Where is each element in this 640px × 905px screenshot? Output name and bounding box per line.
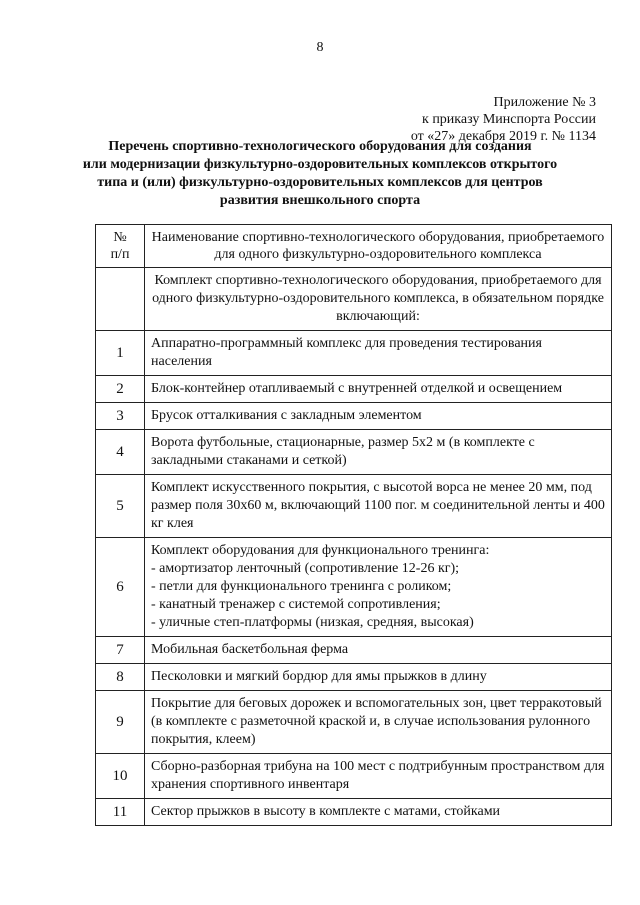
table-header-row <box>96 225 612 268</box>
appendix-line: к приказу Минспорта России <box>422 112 596 127</box>
equipment-table <box>95 224 612 826</box>
row-number: 2 <box>96 376 145 403</box>
table-row <box>96 475 612 538</box>
row-name: Мобильная баскетбольная ферма <box>145 637 612 664</box>
row-name: Сектор прыжков в высоту в комплекте с матами, стойками <box>145 799 612 826</box>
table-row <box>96 376 612 403</box>
header-number <box>96 225 145 268</box>
intro-text: Комплект спортивно-технологического оборудования, приобретаемого для одного физкультурно-оздоровительного комплекса, в обязательном порядке включающий: <box>145 268 612 331</box>
row-name: Песколовки и мягкий бордюр для ямы прыжков в длину <box>145 664 612 691</box>
row-list-item: - петли для функционального тренинга с роликом; <box>151 579 452 594</box>
row-number: 8 <box>96 664 145 691</box>
row-name: Аппаратно-программный комплекс для проведения тестирования населения <box>145 331 612 376</box>
table-row <box>96 430 612 475</box>
table-row <box>96 754 612 799</box>
row-list-item: - уличные степ-платформы (низкая, средняя, высокая) <box>151 615 474 630</box>
row-name-heading: Комплект оборудования для функционального тренинга: <box>151 543 490 558</box>
table-row <box>96 403 612 430</box>
table-row <box>96 538 612 637</box>
row-number: 10 <box>96 754 145 799</box>
appendix-line: от «27» декабря 2019 г. № 1134 <box>410 129 596 144</box>
row-list-item: - амортизатор ленточный (сопротивление 12-26 кг); <box>151 561 460 576</box>
document-title <box>80 138 560 210</box>
row-name: Сборно-разборная трибуна на 100 мест с подтрибунным пространством для хранения спортивного инвентаря <box>145 754 612 799</box>
header-number-line: п/п <box>110 247 130 262</box>
table-row <box>96 664 612 691</box>
row-number: 9 <box>96 691 145 754</box>
row-number: 11 <box>96 799 145 826</box>
row-list-item: - канатный тренажер с системой сопротивления; <box>151 597 441 612</box>
row-name <box>145 538 612 637</box>
row-number: 5 <box>96 475 145 538</box>
title-line: Перечень спортивно-технологического оборудования для создания <box>108 139 532 154</box>
row-number: 6 <box>96 538 145 637</box>
header-name: Наименование спортивно-технологического оборудования, приобретаемого для одного физкультурно-оздоровительного комплекса <box>145 225 612 268</box>
appendix-line: Приложение № 3 <box>493 95 596 110</box>
row-name: Ворота футбольные, стационарные, размер 5х2 м (в комплекте с закладными стаканами и сеткой) <box>145 430 612 475</box>
row-name: Брусок отталкивания с закладным элементом <box>145 403 612 430</box>
intro-number-cell <box>96 268 145 331</box>
row-name: Комплект искусственного покрытия, с высотой ворса не менее 20 мм, под размер поля 30х60 м, включающий 1100 пог. м соединительной ленты и 400 кг клея <box>145 475 612 538</box>
table-row <box>96 799 612 826</box>
page-number: 8 <box>316 40 324 55</box>
title-line: типа и (или) физкультурно-оздоровительных комплексов для центров <box>97 175 543 190</box>
row-name: Покрытие для беговых дорожек и вспомогательных зон, цвет терракотовый (в комплекте с разметочной краской и, в случае использования рулонного покрытия, клеем) <box>145 691 612 754</box>
row-number: 3 <box>96 403 145 430</box>
table-row <box>96 331 612 376</box>
row-number: 4 <box>96 430 145 475</box>
table-row <box>96 637 612 664</box>
row-number: 1 <box>96 331 145 376</box>
table-row <box>96 691 612 754</box>
title-line: развития внешкольного спорта <box>219 193 421 208</box>
row-number: 7 <box>96 637 145 664</box>
intro-row <box>96 268 612 331</box>
row-name: Блок-контейнер отапливаемый с внутренней отделкой и освещением <box>145 376 612 403</box>
title-line: или модернизации физкультурно-оздоровительных комплексов открытого <box>82 157 558 172</box>
header-number-line: № <box>113 230 127 245</box>
